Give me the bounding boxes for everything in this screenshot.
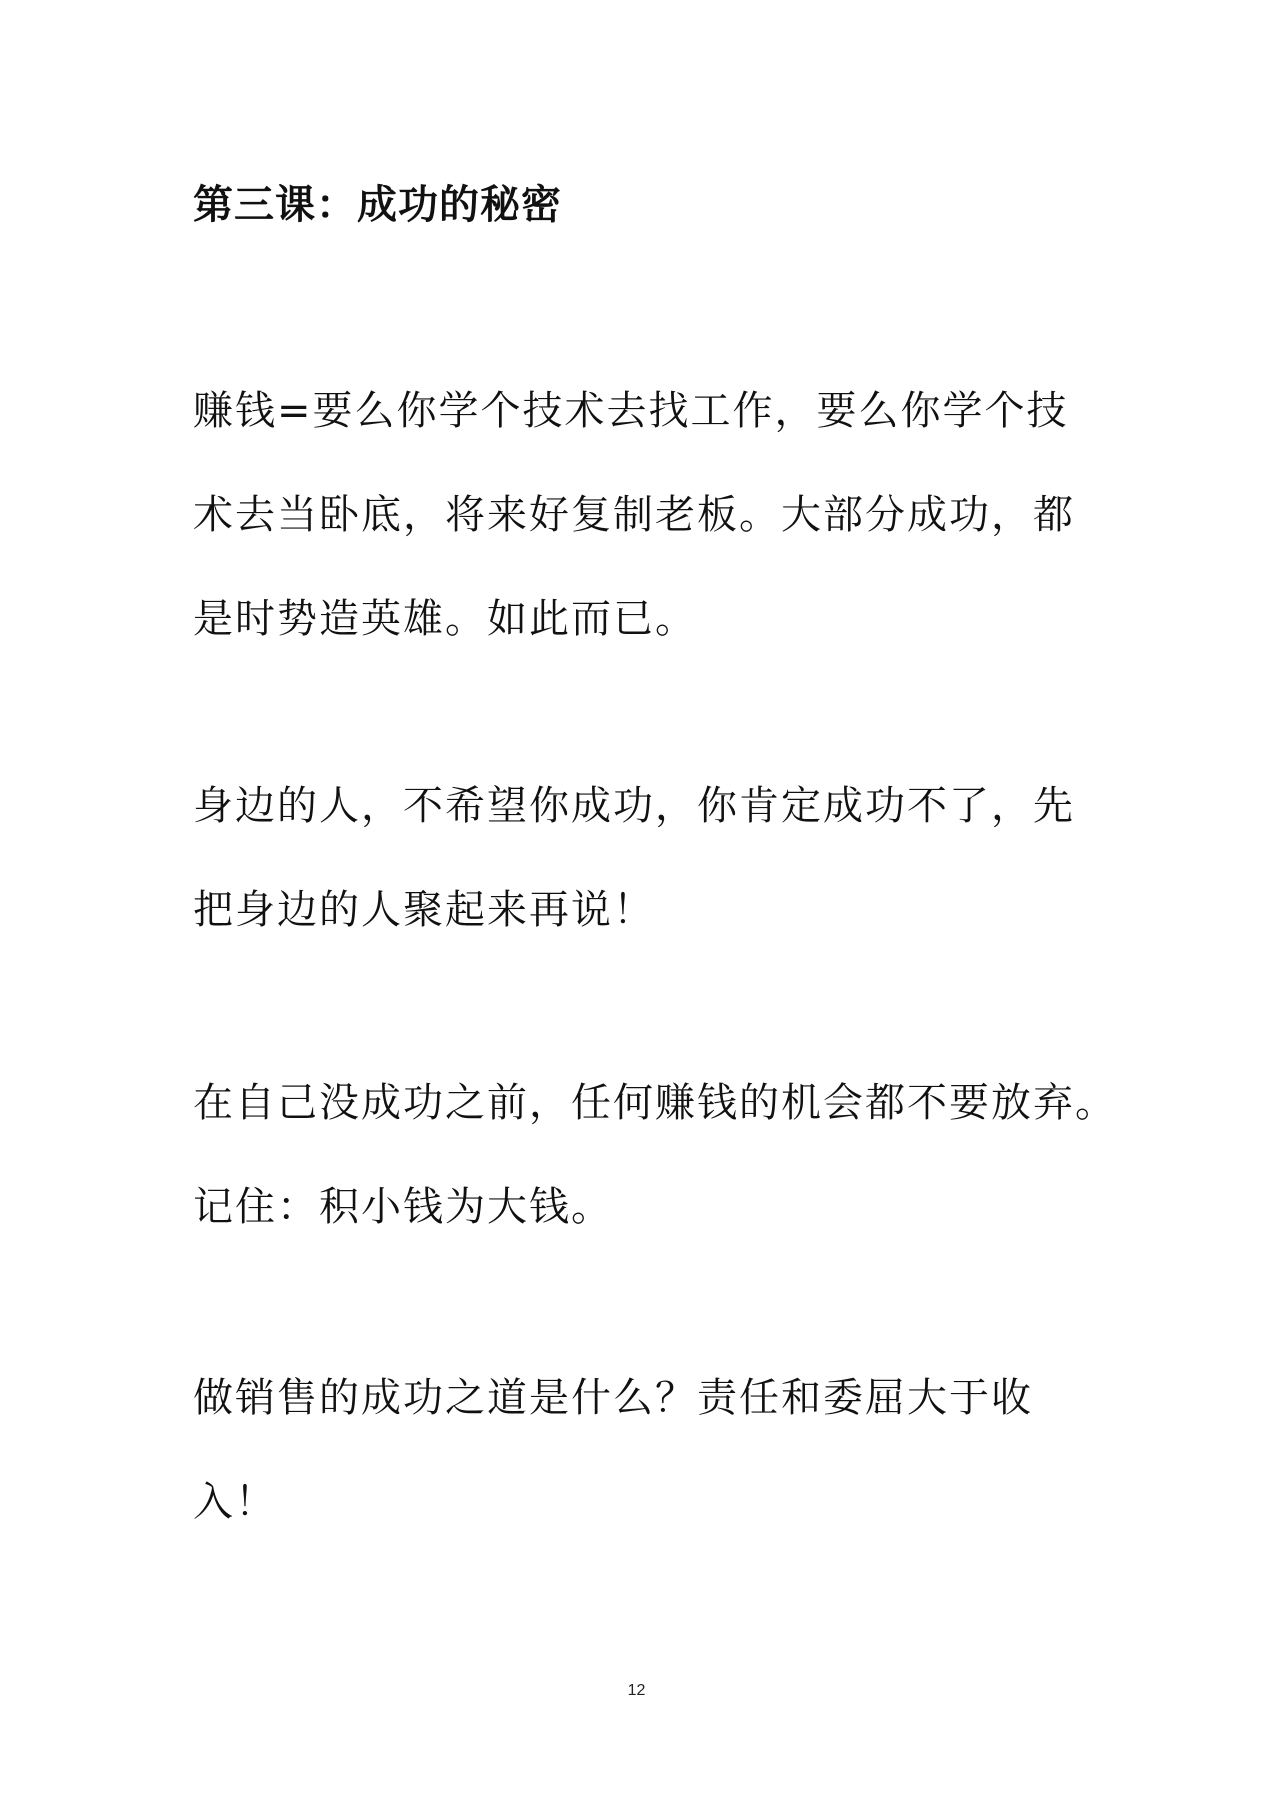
paragraph-opportunities [193,1051,1117,1259]
paragraph-earning-money [193,359,1075,671]
paragraph-line: 身边的人，不希望你成功，你肯定成功不了，先 [193,783,1075,829]
paragraph-line: 在自己没成功之前，任何赚钱的机会都不要放弃。 [193,1080,1117,1126]
paragraph-sales-success [193,1346,1033,1554]
page-title: 第三课：成功的秘密 [193,182,562,228]
paragraph-line: 把身边的人聚起来再说！ [193,887,655,933]
paragraph-line: 记住：积小钱为大钱。 [193,1184,613,1230]
paragraph-line: 做销售的成功之道是什么？责任和委屈大于收 [193,1375,1033,1421]
paragraph-people-around [193,754,1075,962]
paragraph-line: 赚钱=要么你学个技术去找工作，要么你学个技 [193,388,1069,434]
paragraph-line: 入！ [193,1479,277,1525]
paragraph-line: 术去当卧底，将来好复制老板。大部分成功，都 [193,492,1075,538]
page-number: 12 [627,1682,646,1699]
paragraph-line: 是时势造英雄。如此而已。 [193,596,697,642]
